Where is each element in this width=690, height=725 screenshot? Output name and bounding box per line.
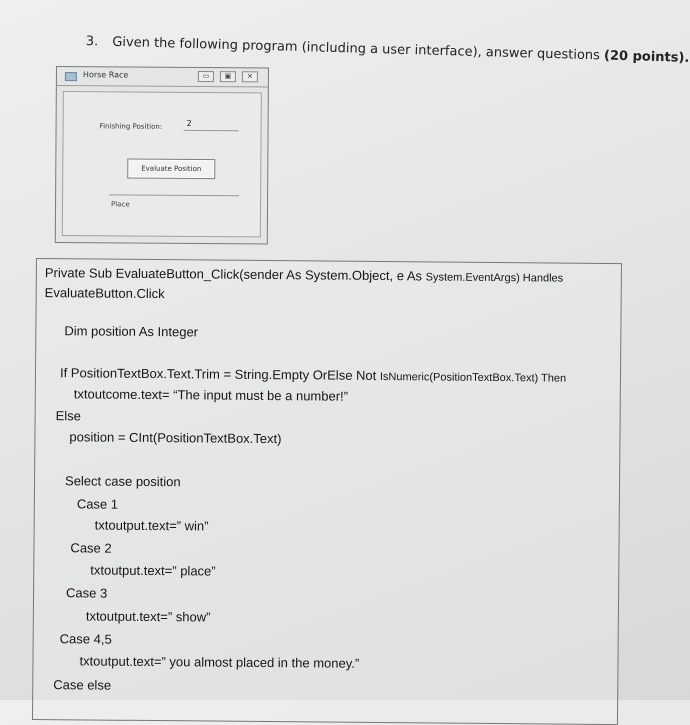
finishing-position-label: Finishing Position:: [99, 122, 163, 131]
horse-race-form: [55, 66, 269, 244]
code-line: Case else: [53, 677, 112, 693]
code-line: Case 3: [66, 585, 108, 601]
code-line: [60, 365, 566, 384]
code-line: [45, 265, 563, 285]
form-client-area: [62, 91, 262, 237]
code-line: Select case position: [64, 473, 181, 490]
code-line: Case 2: [70, 540, 112, 556]
code-line: txtoutput.text=” place”: [90, 562, 216, 579]
code-line: Case 4,5: [59, 631, 112, 647]
code-text: IsNumeric(PositionTextBox.Text) Then: [379, 371, 567, 385]
form-title: Horse Race: [82, 70, 129, 80]
position-textbox[interactable]: 2: [184, 118, 239, 131]
window-controls: [198, 71, 258, 82]
code-text: If PositionTextBox.Text.Trim = String.Empty OrElse Not: [59, 365, 380, 384]
output-line: [109, 194, 239, 196]
maximize-icon[interactable]: ▣: [220, 71, 236, 82]
code-text: Private Sub EvaluateButton_Click(sender As System.Object, e As: [44, 265, 426, 284]
question-number: 3.: [85, 34, 99, 50]
question-points: (20 points).: [603, 48, 690, 66]
code-line: Dim position As Integer: [64, 323, 199, 340]
code-listing: [32, 258, 622, 725]
place-label: Place: [111, 200, 130, 209]
question-heading: [86, 34, 690, 66]
code-line: txtoutcome.text= “The input must be a number!”: [73, 386, 349, 404]
code-line: txtoutput.text=” you almost placed in the money.”: [79, 653, 360, 671]
code-line: Case 1: [76, 496, 119, 512]
code-text: System.EventArgs) Handles: [425, 271, 564, 285]
code-line: txtoutput.text=” show”: [85, 608, 211, 625]
code-line: Else: [55, 408, 81, 424]
evaluate-button[interactable]: Evaluate Position: [127, 159, 215, 180]
code-line: txtoutput.text=” win”: [94, 517, 209, 534]
code-line: position = CInt(PositionTextBox.Text): [69, 429, 282, 447]
app-icon: [65, 72, 77, 81]
code-line: EvaluateButton.Click: [44, 285, 165, 302]
question-text: Given the following program (including a user interface), answer questions: [112, 34, 601, 64]
form-titlebar: [57, 67, 268, 87]
close-icon[interactable]: ✕: [242, 71, 258, 82]
minimize-icon[interactable]: ▭: [198, 71, 214, 82]
